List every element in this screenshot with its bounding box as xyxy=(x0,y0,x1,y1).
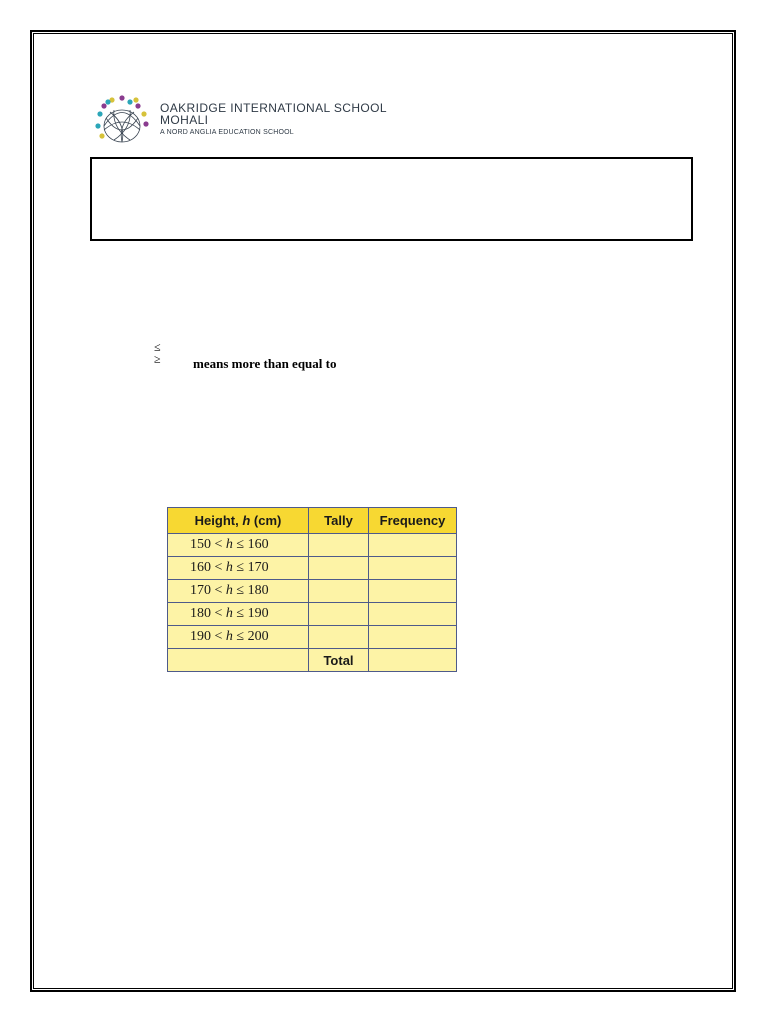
range-cell xyxy=(168,603,309,626)
total-empty-cell xyxy=(168,649,309,672)
range-low: 150 < xyxy=(190,537,226,552)
frequency-cell[interactable] xyxy=(369,557,457,580)
header-height-prefix: Height, xyxy=(194,513,243,528)
frequency-cell[interactable] xyxy=(369,603,457,626)
table-row xyxy=(168,626,457,649)
range-cell xyxy=(168,580,309,603)
table-total-row xyxy=(168,649,457,672)
tally-cell[interactable] xyxy=(309,557,369,580)
tally-cell[interactable] xyxy=(309,603,369,626)
range-low: 160 < xyxy=(190,560,226,575)
logo-dot xyxy=(119,95,124,100)
tally-cell[interactable] xyxy=(309,534,369,557)
range-low: 180 < xyxy=(190,606,226,621)
range-cell xyxy=(168,557,309,580)
range-high: ≤ 160 xyxy=(232,537,269,552)
range-var: h xyxy=(225,606,233,621)
range-var: h xyxy=(225,629,233,644)
range-var: h xyxy=(225,537,233,552)
less-equal-symbol: ≤ xyxy=(154,340,161,354)
table-row xyxy=(168,603,457,626)
header-height-var: h xyxy=(242,513,251,528)
logo-dot xyxy=(99,133,104,138)
frequency-cell[interactable] xyxy=(369,534,457,557)
title-box xyxy=(90,157,693,241)
range-high: ≤ 170 xyxy=(232,560,269,575)
range-low: 170 < xyxy=(190,583,226,598)
greater-equal-symbol: ≥ xyxy=(154,352,161,366)
school-logo-icon xyxy=(92,94,152,144)
school-name-line2: MOHALI xyxy=(160,113,209,127)
table-row xyxy=(168,580,457,603)
range-high: ≤ 190 xyxy=(232,606,269,621)
frequency-table xyxy=(167,507,457,672)
frequency-cell[interactable] xyxy=(369,626,457,649)
range-low: 190 < xyxy=(190,629,226,644)
logo-dot xyxy=(101,103,106,108)
logo-dot xyxy=(135,103,140,108)
tally-cell[interactable] xyxy=(309,626,369,649)
school-name xyxy=(160,102,387,138)
logo-dot xyxy=(97,111,102,116)
table-row xyxy=(168,557,457,580)
header-height xyxy=(168,508,309,534)
range-cell xyxy=(168,534,309,557)
header-tally: Tally xyxy=(309,508,369,534)
school-tagline: A NORD ANGLIA EDUCATION SCHOOL xyxy=(160,129,294,136)
logo-dot xyxy=(105,99,110,104)
total-frequency-cell[interactable] xyxy=(369,649,457,672)
logo-dot xyxy=(95,123,100,128)
logo-dot xyxy=(127,99,132,104)
range-var: h xyxy=(225,583,233,598)
total-label: Total xyxy=(309,649,369,672)
range-high: ≤ 200 xyxy=(232,629,269,644)
table-row xyxy=(168,534,457,557)
header-height-unit: (cm) xyxy=(250,513,282,528)
logo-dot xyxy=(133,97,138,102)
tally-cell[interactable] xyxy=(309,580,369,603)
range-var: h xyxy=(225,560,233,575)
table-header-row xyxy=(168,508,457,534)
header-frequency: Frequency xyxy=(369,508,457,534)
frequency-cell[interactable] xyxy=(369,580,457,603)
logo-dot xyxy=(143,121,148,126)
range-cell xyxy=(168,626,309,649)
school-name-line1: OAKRIDGE INTERNATIONAL SCHOOL xyxy=(160,101,387,115)
range-high: ≤ 180 xyxy=(232,583,269,598)
greater-equal-definition: means more than equal to xyxy=(193,356,337,371)
logo-dot xyxy=(141,111,146,116)
